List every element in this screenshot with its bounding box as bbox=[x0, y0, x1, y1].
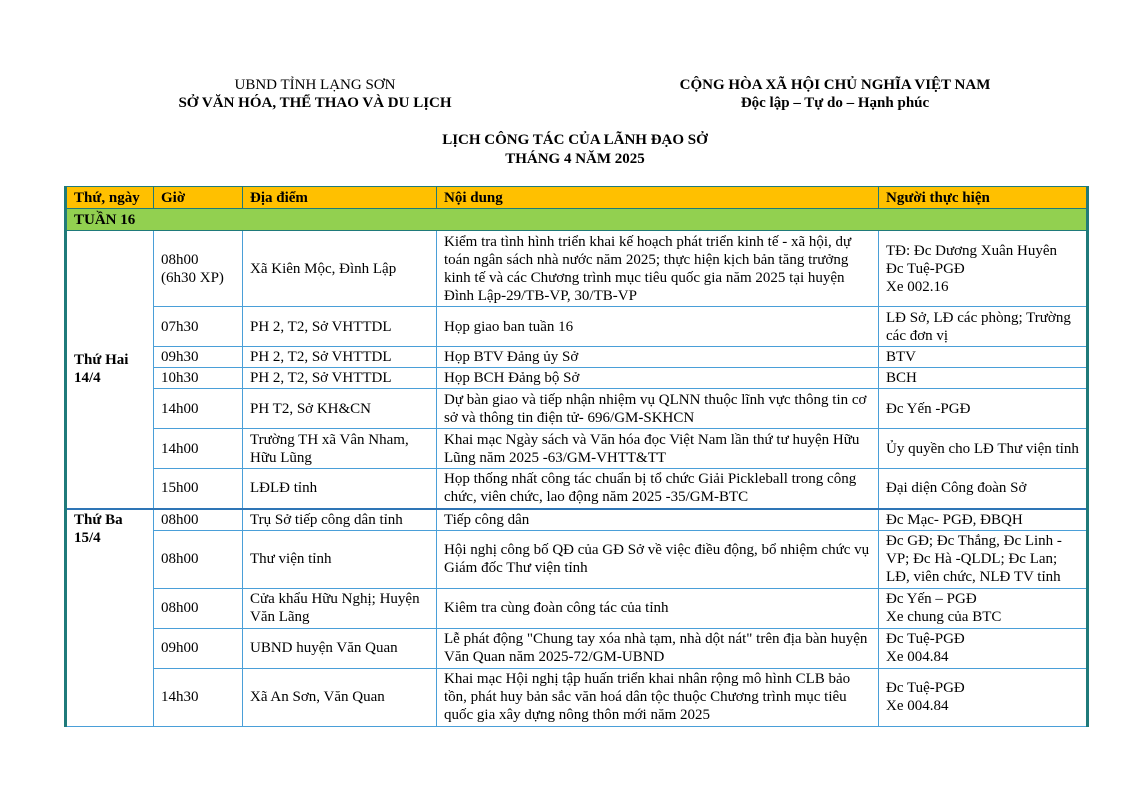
title-line-2: THÁNG 4 NĂM 2025 bbox=[505, 151, 645, 167]
place-cell: Xã An Sơn, Văn Quan bbox=[243, 668, 437, 726]
person-cell bbox=[879, 429, 1088, 469]
place-cell: Thư viện tỉnh bbox=[243, 530, 437, 588]
day-date: 15/4 bbox=[74, 529, 101, 546]
time-value: 10h30 bbox=[161, 370, 199, 386]
place-cell: PH 2, T2, Sở VHTTDL bbox=[243, 347, 437, 368]
content-cell: Khai mạc Ngày sách và Văn hóa đọc Việt Nam lần thứ tư huyện Hữu Lũng năm 2025 -63/GM-VHTT&TT bbox=[437, 429, 879, 469]
place-cell: Trụ Sở tiếp công dân tỉnh bbox=[243, 509, 437, 531]
document-title bbox=[0, 131, 1123, 169]
table-row bbox=[66, 231, 1088, 307]
person-cell bbox=[879, 368, 1088, 389]
time-cell bbox=[154, 429, 243, 469]
content-cell: Hội nghị công bố QĐ của GĐ Sở về việc điều động, bổ nhiệm chức vụ Giám đốc Thư viện tỉnh bbox=[437, 530, 879, 588]
time-cell bbox=[154, 628, 243, 668]
day-name: Thứ Hai bbox=[74, 352, 129, 369]
time-cell bbox=[154, 469, 243, 509]
motto: Độc lập – Tự do – Hạnh phúc bbox=[740, 95, 930, 111]
time-cell bbox=[154, 231, 243, 307]
person-line: Đại diện Công đoàn Sở bbox=[886, 480, 1027, 497]
person-line: Đc Yến – PGĐ bbox=[886, 591, 977, 607]
time-value: 08h00 bbox=[161, 600, 199, 616]
person-line: Đc Yến -PGĐ bbox=[886, 400, 971, 417]
column-header-day: Thứ, ngày bbox=[66, 187, 154, 209]
table-row bbox=[66, 628, 1088, 668]
time-value: 08h00 bbox=[161, 551, 199, 567]
time-value: 08h00 bbox=[161, 511, 199, 528]
time-value: 08h00 bbox=[161, 251, 199, 268]
place-cell: PH T2, Sở KH&CN bbox=[243, 389, 437, 429]
table-row bbox=[66, 429, 1088, 469]
schedule-table bbox=[64, 186, 1089, 727]
place-cell: UBND huyện Văn Quan bbox=[243, 628, 437, 668]
national-motto bbox=[610, 76, 1060, 112]
person-cell bbox=[879, 389, 1088, 429]
time-value: 14h00 bbox=[161, 440, 199, 457]
person-line: BCH bbox=[886, 370, 917, 386]
person-line: Đc GĐ; Đc Thắng, Đc Linh -VP; Đc Hà -QLDL; Đc Lan; LĐ, viên chức, NLĐ TV tỉnh bbox=[886, 533, 1062, 585]
time-value: 15h00 bbox=[161, 480, 199, 497]
departure-time: (6h30 XP) bbox=[161, 269, 224, 286]
table-row bbox=[66, 389, 1088, 429]
table-row bbox=[66, 469, 1088, 509]
person-line: TĐ: Đc Dương Xuân Huyên bbox=[886, 242, 1058, 259]
table-row bbox=[66, 530, 1088, 588]
time-value: 09h30 bbox=[161, 349, 199, 365]
person-line: Đc Mạc- PGĐ, ĐBQH bbox=[886, 511, 1023, 528]
agency-header bbox=[140, 76, 490, 112]
agency-name: SỞ VĂN HÓA, THỂ THAO VÀ DU LỊCH bbox=[178, 95, 452, 111]
table-row bbox=[66, 588, 1088, 628]
person-line: BTV bbox=[886, 349, 916, 365]
time-cell bbox=[154, 389, 243, 429]
time-cell bbox=[154, 368, 243, 389]
table-row bbox=[66, 368, 1088, 389]
content-cell: Họp BCH Đảng bộ Sở bbox=[437, 368, 879, 389]
time-value: 14h30 bbox=[161, 689, 199, 705]
time-value: 14h00 bbox=[161, 400, 199, 417]
table-row bbox=[66, 668, 1088, 726]
content-cell: Họp giao ban tuần 16 bbox=[437, 307, 879, 347]
person-cell bbox=[879, 668, 1088, 726]
week-label: TUẦN 16 bbox=[66, 209, 1088, 231]
table-row bbox=[66, 347, 1088, 368]
time-cell bbox=[154, 509, 243, 531]
content-cell: Tiếp công dân bbox=[437, 509, 879, 531]
person-line: LĐ Sở, LĐ các phòng; Trường các đơn vị bbox=[886, 309, 1071, 344]
person-cell bbox=[879, 469, 1088, 509]
content-cell: Họp thống nhất công tác chuẩn bị tổ chức Giải Pickleball trong công chức, viên chức, lao động năm 2025 -35/GM-BTC bbox=[437, 469, 879, 509]
person-cell bbox=[879, 628, 1088, 668]
content-cell: Lễ phát động "Chung tay xóa nhà tạm, nhà dột nát" trên địa bàn huyện Văn Quan năm 2025-72/GM-UBND bbox=[437, 628, 879, 668]
person-line: Xe chung của BTC bbox=[886, 609, 1002, 625]
place-cell: Trường TH xã Vân Nham, Hữu Lũng bbox=[243, 429, 437, 469]
person-line: Đc Tuệ-PGĐ bbox=[886, 680, 965, 696]
person-cell bbox=[879, 307, 1088, 347]
content-cell: Kiểm tra tình hình triển khai kế hoạch phát triển kinh tế - xã hội, dự toán ngân sách nhà nước năm 2025; thực hiện kịch bản tăng trưởng kinh tế và các Chương trình mục tiêu quốc gia năm 2025 tại huyện Đình Lập-29/TB-VP, 30/TB-VP bbox=[437, 231, 879, 307]
person-line: Xe 004.84 bbox=[886, 698, 949, 714]
content-cell: Kiêm tra cùng đoàn công tác của tỉnh bbox=[437, 588, 879, 628]
person-cell bbox=[879, 588, 1088, 628]
person-cell bbox=[879, 347, 1088, 368]
time-cell bbox=[154, 588, 243, 628]
time-cell bbox=[154, 668, 243, 726]
person-line: Xe 002.16 bbox=[886, 278, 949, 295]
day-date: 14/4 bbox=[74, 370, 101, 387]
week-row bbox=[66, 209, 1088, 231]
person-line: Ủy quyền cho LĐ Thư viện tỉnh bbox=[886, 440, 1079, 457]
table-row bbox=[66, 509, 1088, 531]
person-line: Đc Tuệ-PGĐ bbox=[886, 631, 965, 647]
title-line-1: LỊCH CÔNG TÁC CỦA LÃNH ĐẠO SỞ bbox=[442, 132, 708, 148]
place-cell: Cửa khẩu Hữu Nghị; Huyện Văn Lãng bbox=[243, 588, 437, 628]
person-line: Đc Tuệ-PGĐ bbox=[886, 260, 965, 277]
table-header-row bbox=[66, 187, 1088, 209]
time-value: 09h00 bbox=[161, 640, 199, 656]
time-cell bbox=[154, 347, 243, 368]
column-header-person: Người thực hiện bbox=[879, 187, 1088, 209]
day-cell bbox=[66, 509, 154, 727]
column-header-place: Địa điểm bbox=[243, 187, 437, 209]
place-cell: Xã Kiên Mộc, Đình Lập bbox=[243, 231, 437, 307]
country-name: CỘNG HÒA XÃ HỘI CHỦ NGHĨA VIỆT NAM bbox=[679, 77, 991, 93]
place-cell: LĐLĐ tỉnh bbox=[243, 469, 437, 509]
content-cell: Khai mạc Hội nghị tập huấn triển khai nhân rộng mô hình CLB bảo tồn, phát huy bản sắc văn hoá dân tộc thuộc Chương trình mục tiêu quốc gia xây dựng nông thôn mới năm 2025 bbox=[437, 668, 879, 726]
table-row bbox=[66, 307, 1088, 347]
content-cell: Họp BTV Đảng ủy Sở bbox=[437, 347, 879, 368]
place-cell: PH 2, T2, Sở VHTTDL bbox=[243, 368, 437, 389]
person-line: Xe 004.84 bbox=[886, 649, 949, 665]
person-cell bbox=[879, 231, 1088, 307]
time-cell bbox=[154, 307, 243, 347]
day-name: Thứ Ba bbox=[74, 511, 123, 528]
place-cell: PH 2, T2, Sở VHTTDL bbox=[243, 307, 437, 347]
time-value: 07h30 bbox=[161, 318, 199, 335]
person-cell bbox=[879, 530, 1088, 588]
agency-parent: UBND TỈNH LẠNG SƠN bbox=[234, 77, 396, 93]
day-cell bbox=[66, 231, 154, 509]
column-header-time: Giờ bbox=[154, 187, 243, 209]
column-header-content: Nội dung bbox=[437, 187, 879, 209]
time-cell bbox=[154, 530, 243, 588]
person-cell bbox=[879, 509, 1088, 531]
content-cell: Dự bàn giao và tiếp nhận nhiệm vụ QLNN thuộc lĩnh vực thông tin cơ sở và thông tin điện tử- 696/GM-SKHCN bbox=[437, 389, 879, 429]
